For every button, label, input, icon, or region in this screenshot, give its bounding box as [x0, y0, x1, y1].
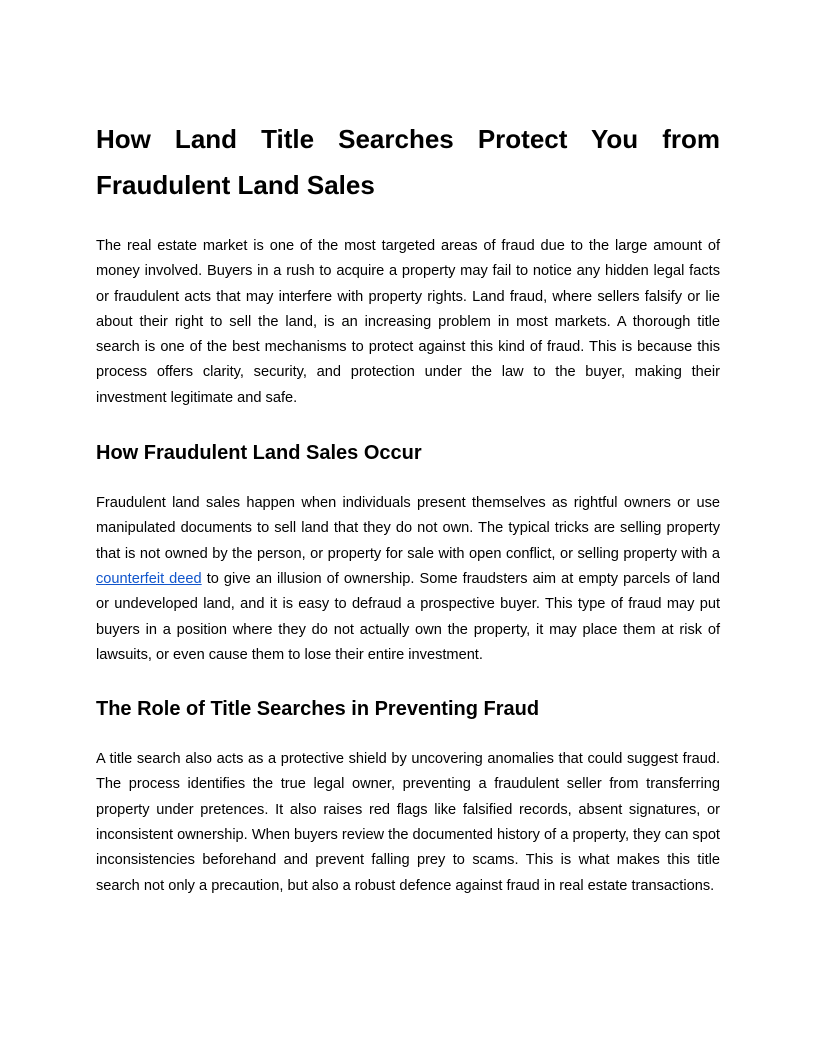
document-page	[96, 116, 720, 926]
section-heading-role-of-title-searches: The Role of Title Searches in Preventing Fraud	[96, 698, 540, 721]
paragraph-text-before-link: Fraudulent land sales happen when individuals present themselves as rightful owners or use manipulated documents to sell land that they do not own. The typical tricks are selling property that is not owned by the person, or property for sale with open conflict, or selling property with a	[96, 495, 720, 562]
section-heading-fraudulent-sales: How Fraudulent Land Sales Occur	[96, 442, 422, 465]
section-paragraph-fraudulent-sales	[96, 491, 720, 668]
paragraph-text-after-link: to give an illusion of ownership. Some fraudsters aim at empty parcels of land or undeveloped land, and it is easy to defraud a prospective buyer. This type of fraud may put buyers in a position where they do not actually own the property, it may place them at risk of lawsuits, or even cause them to lose their entire investment.	[96, 570, 720, 663]
intro-paragraph: The real estate market is one of the most targeted areas of fraud due to the large amount of money involved. Buyers in a rush to acquire a property may fail to notice any hidden legal facts or fraudulent acts that may interfere with property rights. Land fraud, where sellers falsify or lie about their right to sell the land, is an increasing problem in most markets. A thorough title search is one of the best mechanisms to protect against this kind of fraud. This is because this process offers clarity, security, and protection under the law to the buyer, making their investment legitimate and safe.	[96, 238, 720, 406]
document-title: How Land Title Searches Protect You from Fraudulent Land Sales	[96, 124, 720, 200]
section-paragraph-role-of-title-searches: A title search also acts as a protective shield by uncovering anomalies that could suggest fraud. The process identifies the true legal owner, preventing a fraudulent seller from transferring property under pretences. It also raises red flags like falsified records, absent signatures, or inconsistent ownership. When buyers review the documented history of a property, they can spot inconsistencies beforehand and prevent falling prey to scams. This is what makes this title search not only a precaution, but also a robust defence against fraud in real estate transactions.	[96, 751, 720, 894]
counterfeit-deed-link[interactable]: counterfeit deed	[96, 570, 202, 587]
